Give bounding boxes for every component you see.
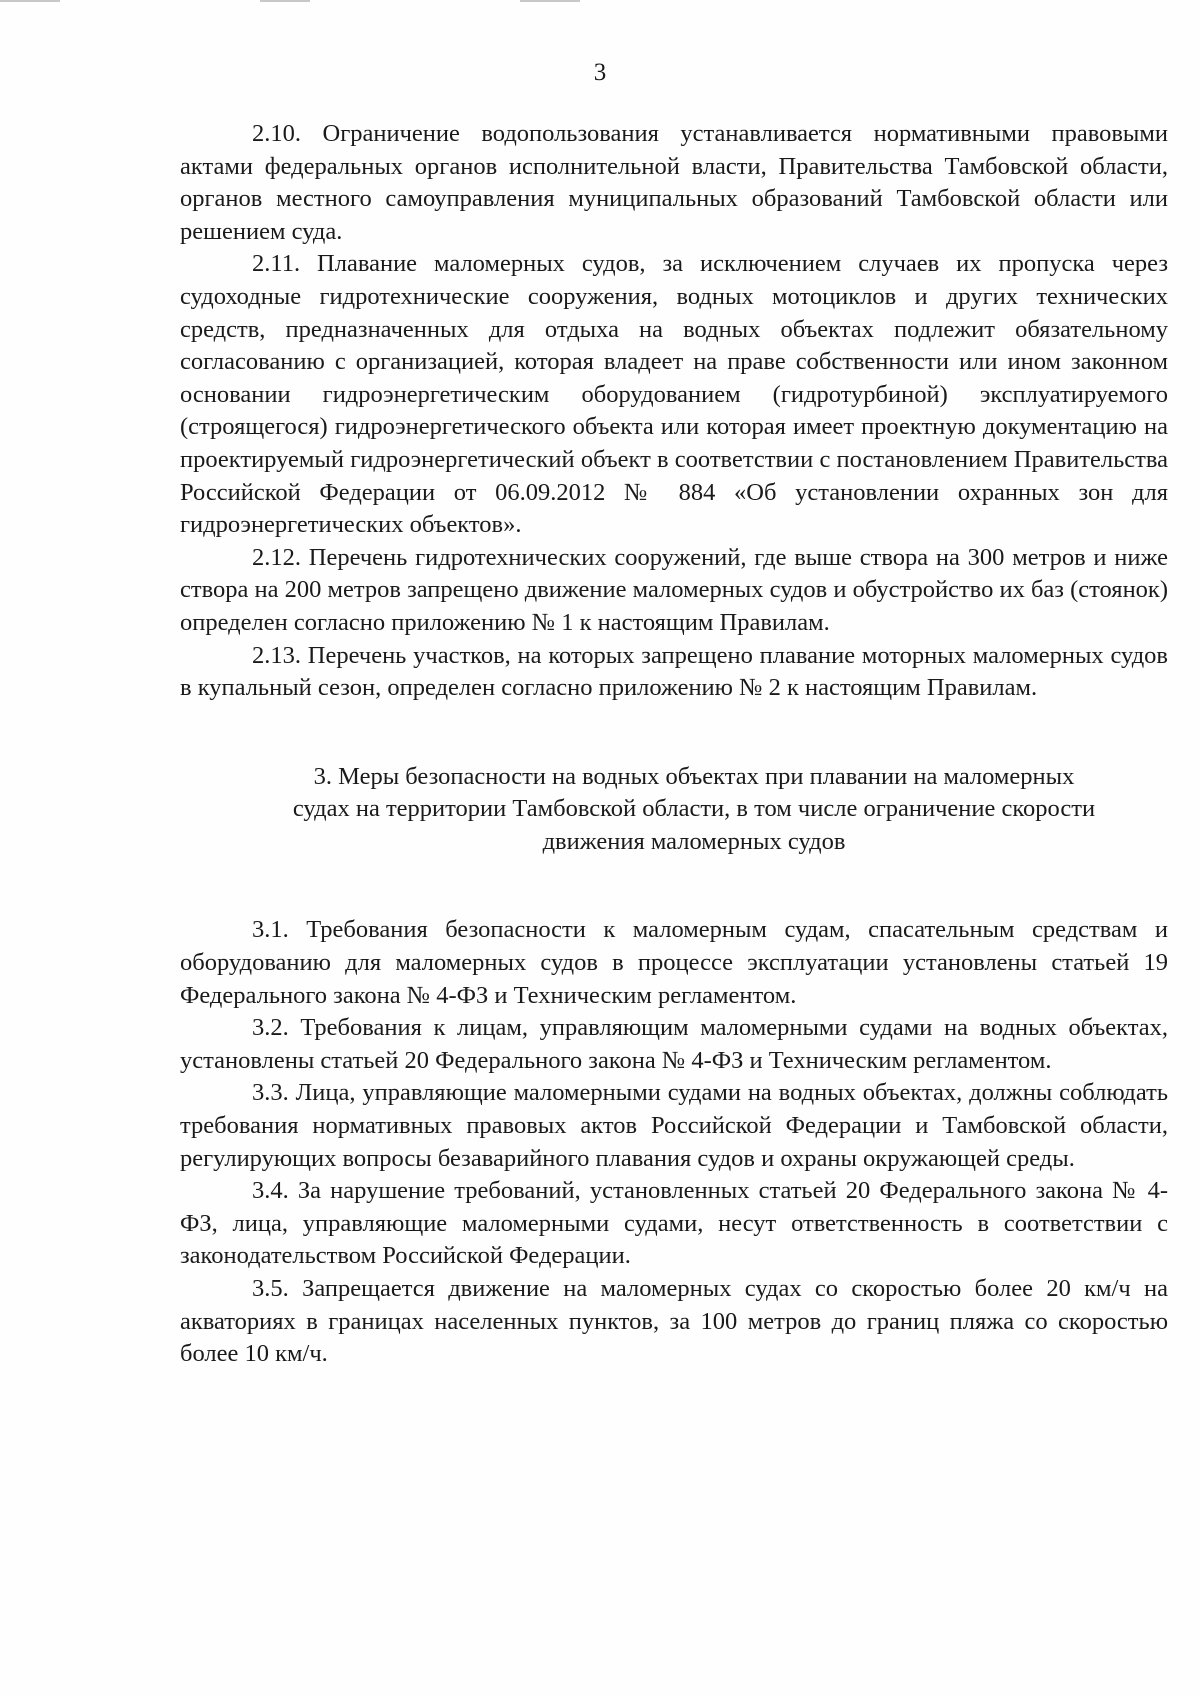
paragraph-2-11: 2.11. Плавание маломерных судов, за исключением случаев их пропуска через судоходные гидротехнические сооружения, водных мотоциклов и других технических средств, предназначенных для отдыха на водных объектах подлежит обязательному согласованию с организацией, которая владеет на праве собственности или ином законном основании гидроэнергетическим оборудованием (гидротурбиной) эксплуатируемого (строящегося) гидроэнергетического объекта или которая имеет проектную документацию на проектируемый гидроэнергетический объект в соответствии с постановлением Правительства Российской Федерации от 06.09.2012 № 884 «Об установлении охранных зон для гидроэнергетических объектов». xyxy=(180,250,1168,539)
section-heading-line: движения маломерных судов xyxy=(542,827,846,855)
document-body xyxy=(180,118,1168,1371)
paragraph-3-5: 3.5. Запрещается движение на маломерных судах со скоростью более 20 км/ч на акваториях в границах населенных пунктов, за 100 метров до границ пляжа со скоростью более 10 км/ч. xyxy=(180,1275,1168,1368)
scan-edge-mark xyxy=(520,0,580,2)
section-heading-line: судах на территории Тамбовской области, в том числе ограничение скорости xyxy=(292,795,1096,823)
paragraph-3-2: 3.2. Требования к лицам, управляющим маломерными судами на водных объектах, установлены статьей 20 Федерального закона № 4-ФЗ и Техническим регламентом. xyxy=(180,1014,1168,1074)
section-heading-line: 3. Меры безопасности на водных объектах при плавании на маломерных xyxy=(313,762,1075,790)
paragraph-2-13: 2.13. Перечень участков, на которых запрещено плавание моторных маломерных судов в купальный сезон, определен согласно приложению № 2 к настоящим Правилам. xyxy=(180,641,1168,702)
section-3-heading xyxy=(180,761,1168,859)
scan-edge-mark xyxy=(260,0,310,2)
paragraph-3-4: 3.4. За нарушение требований, установленных статьей 20 Федерального закона № 4-ФЗ, лица, управляющие маломерными судами, несут ответственность в соответствии с законодательством Российской Федерации. xyxy=(180,1177,1168,1270)
paragraph-3-1: 3.1. Требования безопасности к маломерным судам, спасательным средствам и оборудованию для маломерных судов в процессе эксплуатации установлены статьей 19 Федерального закона № 4-ФЗ и Техническим регламентом. xyxy=(180,916,1168,1009)
paragraph-2-12: 2.12. Перечень гидротехнических сооружений, где выше створа на 300 метров и ниже створа на 200 метров запрещено движение маломерных судов и обустройство их баз (стоянок) определен согласно приложению № 1 к настоящим Правилам. xyxy=(180,543,1168,636)
scan-edge-mark xyxy=(0,0,60,2)
paragraph-2-10: 2.10. Ограничение водопользования устанавливается нормативными правовыми актами федеральных органов исполнительной власти, Правительства Тамбовской области, органов местного самоуправления муниципальных образований Тамбовской области или решением суда. xyxy=(180,120,1168,245)
page-number: 3 xyxy=(593,59,607,86)
paragraph-3-3: 3.3. Лица, управляющие маломерными судами на водных объектах, должны соблюдать требования нормативных правовых актов Российской Федерации и Тамбовской области, регулирующих вопросы безаварийного плавания судов и охраны окружающей среды. xyxy=(180,1079,1168,1172)
